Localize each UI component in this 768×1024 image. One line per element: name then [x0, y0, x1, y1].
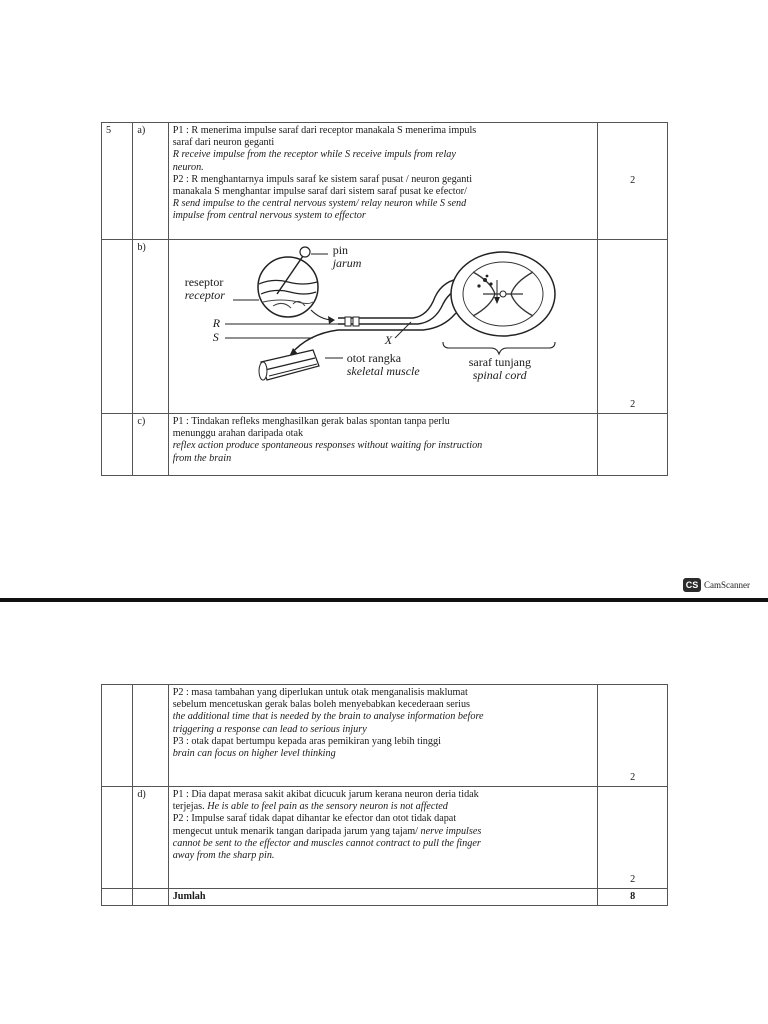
- label-saraf-tunjang: saraf tunjang: [468, 355, 532, 369]
- row-part-d: [102, 787, 668, 889]
- answer-line: R receive impulse from the receptor while S receive impuls from relay: [172, 149, 456, 161]
- camscanner-label: CamScanner: [704, 580, 750, 590]
- row-part-b: [102, 240, 668, 414]
- answer-line: from the brain: [172, 452, 232, 464]
- label-otot-rangka: otot rangka: [346, 351, 402, 365]
- answer-line: P2 : masa tambahan yang diperlukan untuk otak menganalisis maklumat: [172, 687, 468, 698]
- total-label: Jumlah: [168, 889, 598, 906]
- answer-line: R send impulse to the central nervous system/ relay neuron while S send: [172, 198, 467, 210]
- label-reseptor: reseptor: [184, 275, 224, 289]
- answer-line: P2 : Impulse saraf tidak dapat dihantar ke efector dan otot tidak dapat: [172, 813, 457, 825]
- row-part-c: [102, 414, 668, 476]
- answer-line: brain can focus on higher level thinking: [172, 748, 336, 760]
- mark-c: 2: [598, 685, 668, 787]
- part-label-b: b): [133, 240, 168, 414]
- answer-line: [173, 826, 594, 838]
- answer-line-plain: mengecut untuk menarik tangan daripada jarum yang tajam/: [172, 825, 421, 837]
- answer-line: neuron.: [172, 161, 204, 173]
- camscanner-logo-icon: CS: [683, 578, 701, 592]
- answer-line: triggering a response can lead to serious injury: [172, 723, 367, 735]
- row-part-c-continued: [102, 685, 668, 787]
- answer-line: saraf dari neuron geganti: [172, 137, 275, 149]
- part-d-answer: [168, 787, 598, 889]
- mark-a: 2: [598, 123, 668, 240]
- answer-line: [173, 801, 594, 813]
- answer-line: the additional time that is needed by the brain to analyse information before: [172, 711, 484, 723]
- marking-scheme-table-2: [101, 684, 668, 906]
- label-spinal-cord: spinal cord: [472, 368, 527, 382]
- total-value: 8: [598, 889, 668, 906]
- answer-line: P2 : R menghantarnya impuls saraf ke sistem saraf pusat / neuron geganti: [172, 173, 473, 185]
- marking-scheme-table-1: [101, 122, 668, 476]
- part-label-d: d): [133, 787, 168, 889]
- reflex-arc-diagram: [173, 242, 583, 402]
- answer-line: cannot be sent to the effector and muscles cannot contract to pull the finger: [172, 837, 481, 849]
- label-X: X: [384, 333, 393, 347]
- answer-line: sebelum mencetuskan gerak balas boleh menyebabkan kecederaan serius: [172, 699, 470, 711]
- label-jarum: jarum: [332, 256, 362, 270]
- label-R: R: [212, 316, 221, 330]
- answer-line: away from the sharp pin.: [172, 850, 275, 862]
- reflex-arc-diagram-cell: [168, 240, 598, 414]
- answer-line-italic: He is able to feel pain as the sensory neuron is not affected: [207, 801, 448, 813]
- row-part-a: [102, 123, 668, 240]
- answer-line: menunggu arahan daripada otak: [172, 428, 304, 440]
- answer-line: P1 : R menerima impulse saraf dari receptor manakala S menerima impuls: [172, 125, 477, 136]
- answer-line: P1 : Tindakan refleks menghasilkan gerak balas spontan tanpa perlu: [172, 416, 450, 427]
- answer-line: impulse from central nervous system to effector: [172, 210, 366, 222]
- camscanner-watermark: [683, 577, 750, 593]
- part-label-c: c): [133, 414, 168, 476]
- label-S: S: [212, 330, 219, 344]
- row-total: [102, 889, 668, 906]
- mark-d: 2: [598, 787, 668, 889]
- part-c-continued-answer: [168, 685, 598, 787]
- answer-line: manakala S menghantar impulse saraf dari sistem saraf pusat ke efector/: [172, 186, 467, 198]
- answer-line: P1 : Dia dapat merasa sakit akibat dicucuk jarum kerana neuron deria tidak: [172, 789, 479, 800]
- question-number: 5: [102, 123, 133, 240]
- label-skeletal-muscle: skeletal muscle: [346, 364, 420, 378]
- page-divider: [0, 598, 768, 602]
- part-a-answer: [168, 123, 598, 240]
- answer-line: P3 : otak dapat bertumpu kepada aras pemikiran yang lebih tinggi: [172, 735, 441, 747]
- answer-line-plain: terjejas.: [172, 801, 208, 813]
- mark-b: 2: [598, 240, 668, 414]
- label-receptor: receptor: [184, 288, 225, 302]
- part-label-a: a): [133, 123, 168, 240]
- answer-line: reflex action produce spontaneous responses without waiting for instruction: [172, 440, 483, 452]
- label-pin: pin: [332, 243, 349, 257]
- part-c-answer: [168, 414, 598, 476]
- answer-line-italic: nerve impulses: [420, 825, 482, 837]
